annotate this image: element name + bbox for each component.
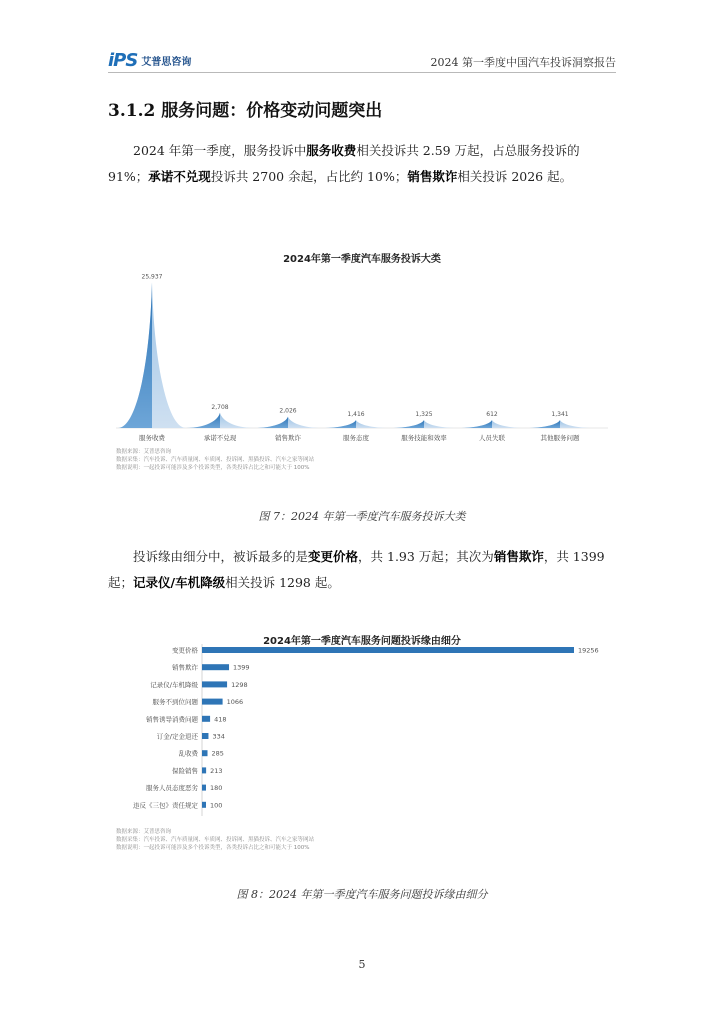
data-label: 612 (486, 411, 498, 418)
category-label: 乱收费 (178, 749, 198, 758)
category-label: 记录仪/车机降级 (150, 680, 198, 689)
service-category-plot (108, 238, 616, 448)
category-label: 保险销售 (172, 766, 198, 775)
note-source: 数据来源：艾普思咨询 (116, 829, 172, 835)
data-label: 1399 (233, 663, 250, 672)
bar (202, 785, 206, 791)
service-category-chart (108, 238, 616, 490)
note-description: 数据说明：一起投诉可能涉及多个投诉类型，各类投诉占比之和可能大于 100% (116, 465, 310, 471)
bar (202, 716, 210, 722)
wave-peak (526, 420, 560, 428)
bar (202, 767, 206, 773)
header-divider (108, 72, 616, 73)
figure-caption: 图 7：2024 年第一季度汽车服务投诉大类 (258, 510, 466, 523)
data-label: 1066 (226, 698, 244, 707)
category-label: 承诺不兑现 (203, 434, 237, 442)
complaint-reason-plot (108, 620, 616, 825)
data-label: 213 (210, 766, 223, 775)
data-label: 1,341 (551, 411, 569, 418)
bar (202, 699, 223, 705)
chart-title: 2024年第一季度汽车服务投诉大类 (283, 254, 441, 265)
category-label: 销售诱导消费问题 (146, 715, 198, 724)
data-label: 334 (212, 732, 225, 741)
data-label: 2,026 (279, 407, 297, 415)
data-label: 19256 (578, 646, 599, 655)
wave-peak (254, 417, 288, 428)
data-label: 180 (210, 784, 223, 793)
category-label: 服务态度 (343, 434, 369, 442)
bar (202, 664, 229, 670)
complaint-reason-chart (108, 620, 616, 860)
paragraph-service-complaints: 2024 年第一季度，服务投诉中服务收费相关投诉共 2.59 万起，占总服务投诉的 91%；承诺不兑现投诉共 2700 余起，占比约 10%；销售欺诈相关投诉 2026 起。 (108, 143, 580, 184)
category-label: 销售欺诈 (172, 663, 198, 672)
note-collection: 数据采集：汽车投诉、汽车质量网、车质网、投诉网、黑猫投诉、汽车之家等网站 (116, 837, 315, 843)
data-label: 418 (214, 715, 227, 724)
paragraph-complaint-reasons: 投诉缘由细分中，被诉最多的是变更价格，共 1.93 万起；其次为销售欺诈，共 1399 起；记录仪/车机降级相关投诉 1298 起。 (108, 549, 605, 590)
note-source: 数据来源：艾普思咨询 (116, 449, 172, 455)
page-number: 5 (358, 958, 366, 971)
note-collection: 数据采集：汽车投诉、汽车质量网、车质网、投诉网、黑猫投诉、汽车之家等网站 (116, 457, 315, 463)
logo-mark: iPS (108, 50, 138, 71)
bar (202, 750, 208, 756)
category-label: 服务人员态度恶劣 (146, 784, 198, 793)
category-label: 销售欺诈 (275, 434, 301, 442)
bar (202, 802, 206, 808)
wave-peak (458, 420, 492, 428)
category-label: 违反《三包》责任规定 (133, 801, 198, 810)
data-label: 25,937 (141, 273, 163, 281)
wave-peak (118, 282, 152, 428)
bar (202, 733, 208, 739)
category-label: 人员失联 (479, 434, 505, 442)
wave-peak (322, 420, 356, 428)
data-label: 100 (210, 801, 223, 810)
category-label: 其他服务问题 (540, 434, 580, 442)
chart-notes (116, 448, 314, 472)
bar (202, 681, 227, 687)
company-logo (108, 50, 191, 71)
wave-peak (186, 413, 220, 428)
wave-peak (390, 420, 424, 428)
chart-notes (116, 828, 314, 852)
chart-title: 2024年第一季度汽车服务问题投诉缘由细分 (263, 636, 461, 647)
data-label: 1298 (231, 680, 248, 689)
bar (202, 647, 574, 653)
data-label: 1,416 (347, 411, 365, 418)
category-label: 订金/定金退还 (156, 732, 198, 741)
data-label: 1,325 (415, 411, 433, 418)
category-label: 服务技能和效率 (401, 434, 447, 442)
figure-caption: 图 8：2024 年第一季度汽车服务问题投诉缘由细分 (236, 888, 488, 901)
category-label: 变更价格 (172, 646, 198, 655)
report-title: 2024 第一季度中国汽车投诉洞察报告 (430, 56, 616, 69)
data-label: 285 (211, 749, 224, 758)
section-title: 3.1.2 服务问题：价格变动问题突出 (108, 101, 383, 121)
note-description: 数据说明：一起投诉可能涉及多个投诉类型，各类投诉占比之和可能大于 100% (116, 845, 310, 851)
category-label: 服务收费 (139, 434, 165, 442)
data-label: 2,708 (211, 403, 229, 411)
logo-text: 艾普思咨询 (141, 57, 192, 68)
category-label: 服务不到位问题 (152, 698, 198, 707)
page-header (108, 44, 616, 74)
